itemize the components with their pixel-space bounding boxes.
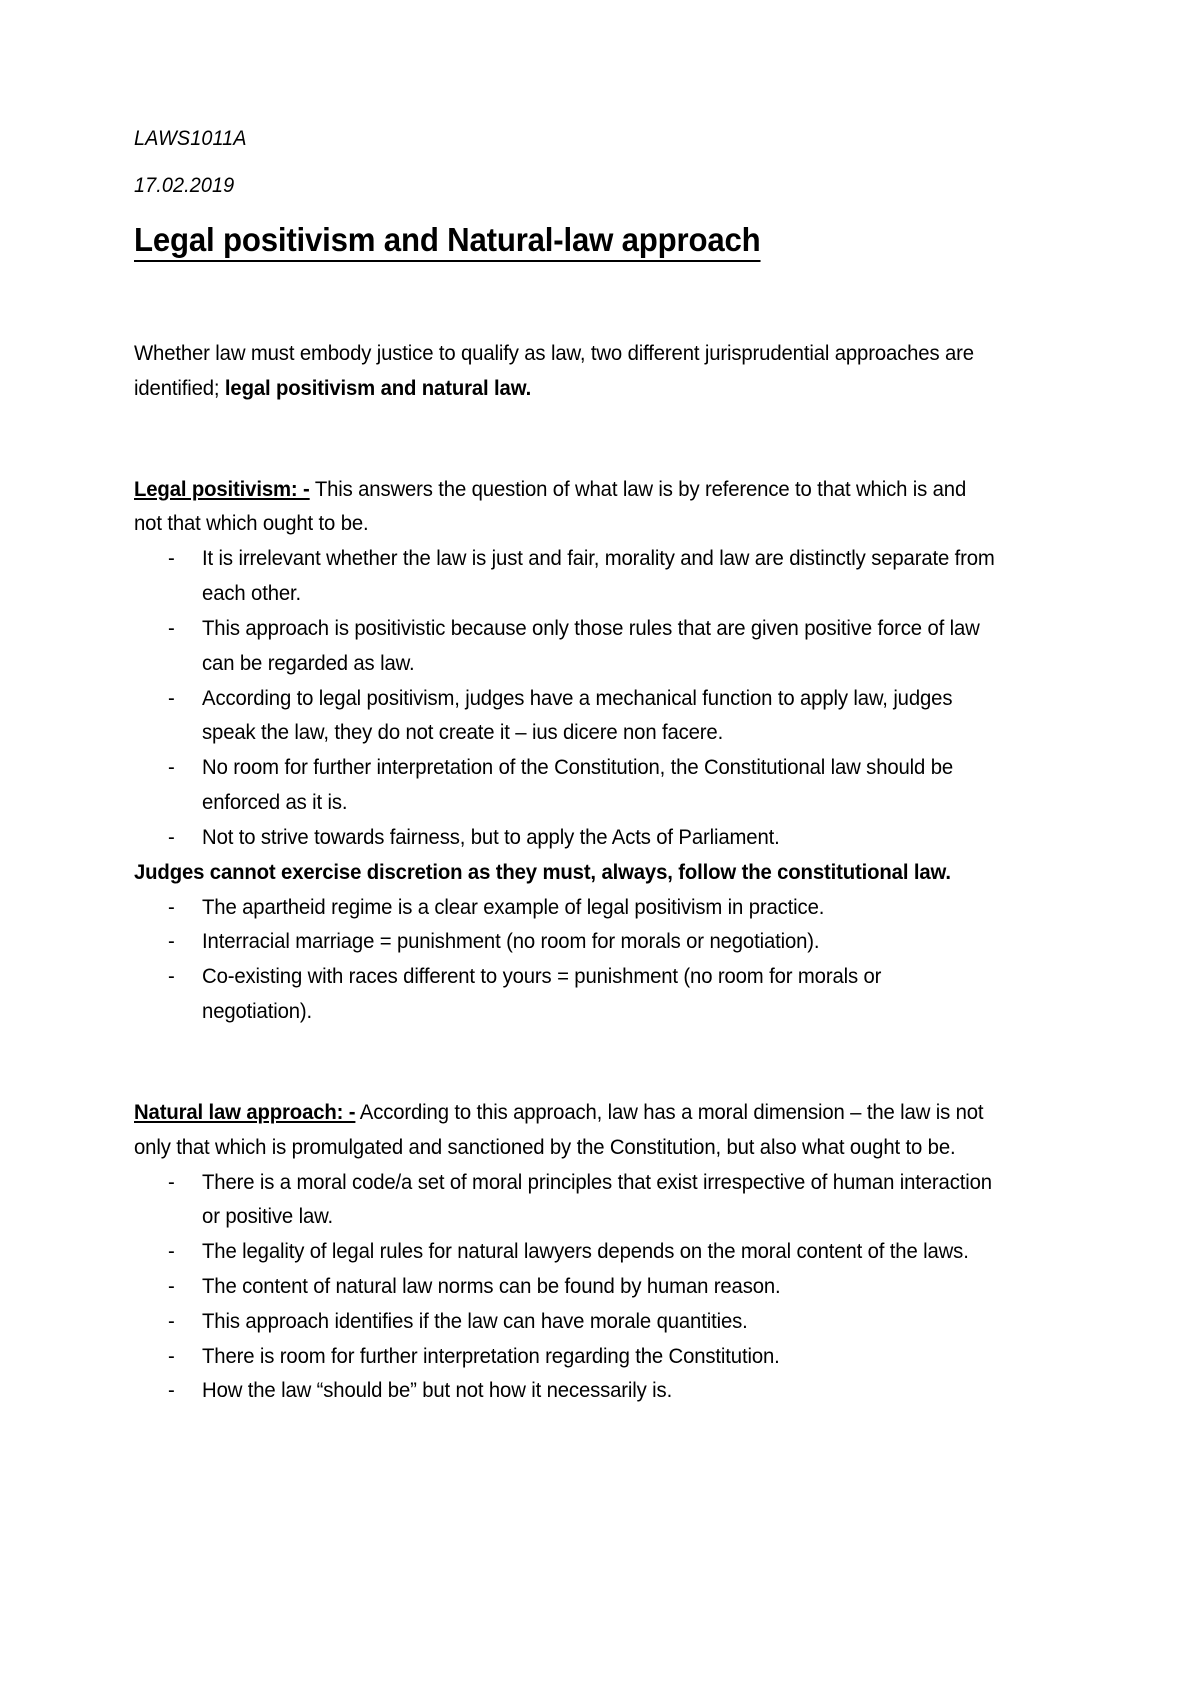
section-1-bullet-list-secondary bbox=[134, 890, 995, 1029]
document-body bbox=[134, 128, 995, 1408]
section-2-heading-paragraph bbox=[134, 1095, 995, 1165]
list-item: - The content of natural law norms can be found by human reason. bbox=[134, 1269, 995, 1304]
section-1-bullet-list bbox=[134, 541, 995, 854]
page-title: Legal positivism and Natural-law approach bbox=[134, 221, 760, 262]
list-item: - Interracial marriage = punishment (no room for morals or negotiation). bbox=[134, 924, 995, 959]
list-item: - The apartheid regime is a clear example of legal positivism in practice. bbox=[134, 890, 995, 925]
section-1-emphasis-line: Judges cannot exercise discretion as they must, always, follow the constitutional law. bbox=[134, 859, 951, 884]
list-item: - It is irrelevant whether the law is just and fair, morality and law are distinctly separate from each other. bbox=[134, 541, 995, 611]
document-date: 17.02.2019 bbox=[134, 174, 235, 197]
section-2-heading: Natural law approach: - bbox=[134, 1099, 356, 1124]
list-item: - According to legal positivism, judges have a mechanical function to apply law, judges speak the law, they do not create it – ius dicere non facere. bbox=[134, 681, 995, 751]
section-1-heading-paragraph bbox=[134, 472, 995, 542]
intro-paragraph bbox=[134, 336, 995, 406]
list-item: - No room for further interpretation of the Constitution, the Constitutional law should be enforced as it is. bbox=[134, 750, 995, 820]
list-item: - Not to strive towards fairness, but to apply the Acts of Parliament. bbox=[134, 820, 995, 855]
list-item: - Co-existing with races different to yours = punishment (no room for morals or negotiation). bbox=[134, 959, 995, 1029]
spacer-before-section-2 bbox=[134, 1029, 995, 1095]
list-item: - This approach is positivistic because only those rules that are given positive force of law can be regarded as law. bbox=[134, 611, 995, 681]
section-2-heading-body: According to this approach, law has a moral dimension – the law is not only that which is promulgated and sanctioned by the Constitution, but also what ought to be. bbox=[134, 1099, 984, 1159]
section-1-heading: Legal positivism: - bbox=[134, 476, 310, 501]
intro-bold-text: legal positivism and natural law. bbox=[224, 375, 532, 400]
list-item: - There is room for further interpretation regarding the Constitution. bbox=[134, 1339, 995, 1374]
list-item: - How the law “should be” but not how it necessarily is. bbox=[134, 1373, 995, 1408]
spacer-before-section-1 bbox=[134, 406, 995, 472]
section-1-heading-body: This answers the question of what law is by reference to that which is and not that which ought to be. bbox=[134, 476, 967, 536]
intro-text: Whether law must embody justice to qualify as law, two different jurisprudential approaches are identified; bbox=[134, 340, 974, 400]
spacer-after-title bbox=[134, 262, 995, 336]
page-title-wrap bbox=[134, 221, 995, 262]
list-item: - This approach identifies if the law can have morale quantities. bbox=[134, 1304, 995, 1339]
list-item: - There is a moral code/a set of moral principles that exist irrespective of human interaction or positive law. bbox=[134, 1165, 995, 1235]
course-code: LAWS1011A bbox=[134, 127, 247, 150]
list-item: - The legality of legal rules for natural lawyers depends on the moral content of the laws. bbox=[134, 1234, 995, 1269]
section-2-bullet-list bbox=[134, 1165, 995, 1409]
